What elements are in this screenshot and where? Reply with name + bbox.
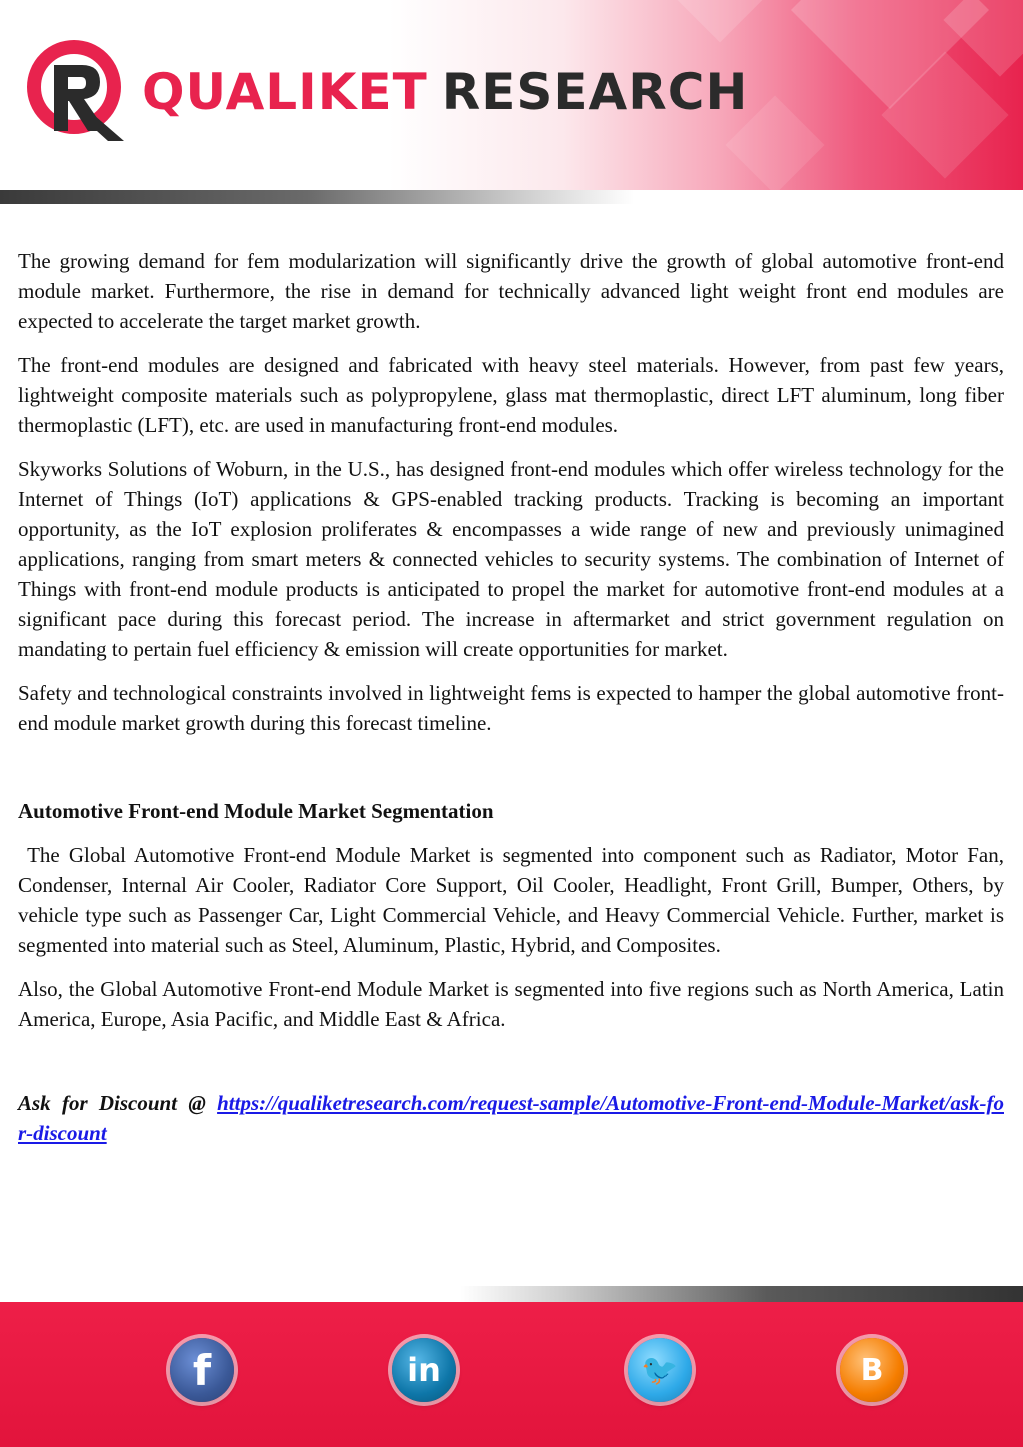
- article-body: [18, 246, 1010, 1148]
- paragraph-materials: The front-end modules are designed and fabricated with heavy steel materials. However, from past few years, lightweight composite materials such as polypropylene, glass mat thermoplastic, direct LFT aluminum, long fiber thermoplastic (LFT), etc. are used in manufacturing front-end modules.: [18, 353, 1004, 437]
- brand-word-qualiket: QUALIKET: [142, 63, 428, 121]
- paragraph-segmentation: The Global Automotive Front-end Module Market is segmented into component such as Radiator, Motor Fan, Condenser, Internal Air Cooler, Radiator Core Support, Oil Cooler, Headlight, Front Grill, Bumper, Others, by vehicle type such as Passenger Car, Light Commercial Vehicle, and Heavy Commercial Vehicle. Further, market is segmented into material such as Steel, Aluminum, Plastic, Hybrid, and Composites.: [18, 843, 1010, 957]
- discount-label: Ask for Discount @: [18, 1091, 218, 1115]
- page-footer: [0, 1302, 1023, 1447]
- header-divider: [0, 190, 1023, 204]
- decorative-diamond: [678, 0, 763, 42]
- discount-cta: [18, 1088, 1004, 1148]
- twitter-icon[interactable]: 🐦: [628, 1338, 692, 1402]
- blogger-icon[interactable]: B: [840, 1338, 904, 1402]
- discount-link[interactable]: https://qualiketresearch.com/request-sample/Automotive-Front-end-Module-Market/ask-for-discount: [18, 1091, 1004, 1145]
- paragraph-constraints: Safety and technological constraints involved in lightweight fems is expected to hamper the global automotive front-end module market growth during this forecast timeline.: [18, 681, 1004, 735]
- facebook-icon[interactable]: f: [170, 1338, 234, 1402]
- segmentation-heading: Automotive Front-end Module Market Segmentation: [18, 799, 494, 823]
- brand-name: [142, 62, 748, 122]
- qualiket-logo-mark: [24, 35, 134, 145]
- linkedin-icon[interactable]: in: [392, 1338, 456, 1402]
- paragraph-regions: Also, the Global Automotive Front-end Module Market is segmented into five regions such as North America, Latin America, Europe, Asia Pacific, and Middle East & Africa.: [18, 977, 1004, 1031]
- page-header: [0, 0, 1023, 190]
- footer-divider: [0, 1286, 1023, 1302]
- paragraph-skyworks: Skyworks Solutions of Woburn, in the U.S., has designed front-end modules which offer wireless technology for the Internet of Things (IoT) applications & GPS-enabled tracking products. Tracking is becoming an important opportunity, as the IoT explosion proliferates & encompasses a wide range of new and previously unimagined applications, ranging from smart meters & connected vehicles to security systems. The combination of Internet of Things with front-end module products is anticipated to propel the market for automotive front-end modules at a significant pace during this forecast period. The increase in aftermarket and strict government regulation on mandating to pertain fuel efficiency & emission will create opportunities for market.: [18, 457, 1004, 661]
- paragraph-intro: The growing demand for fem modularization will significantly drive the growth of global automotive front-end module market. Furthermore, the rise in demand for technically advanced light weight front end modules are expected to accelerate the target market growth.: [18, 249, 1004, 333]
- brand-word-research: RESEARCH: [441, 63, 749, 121]
